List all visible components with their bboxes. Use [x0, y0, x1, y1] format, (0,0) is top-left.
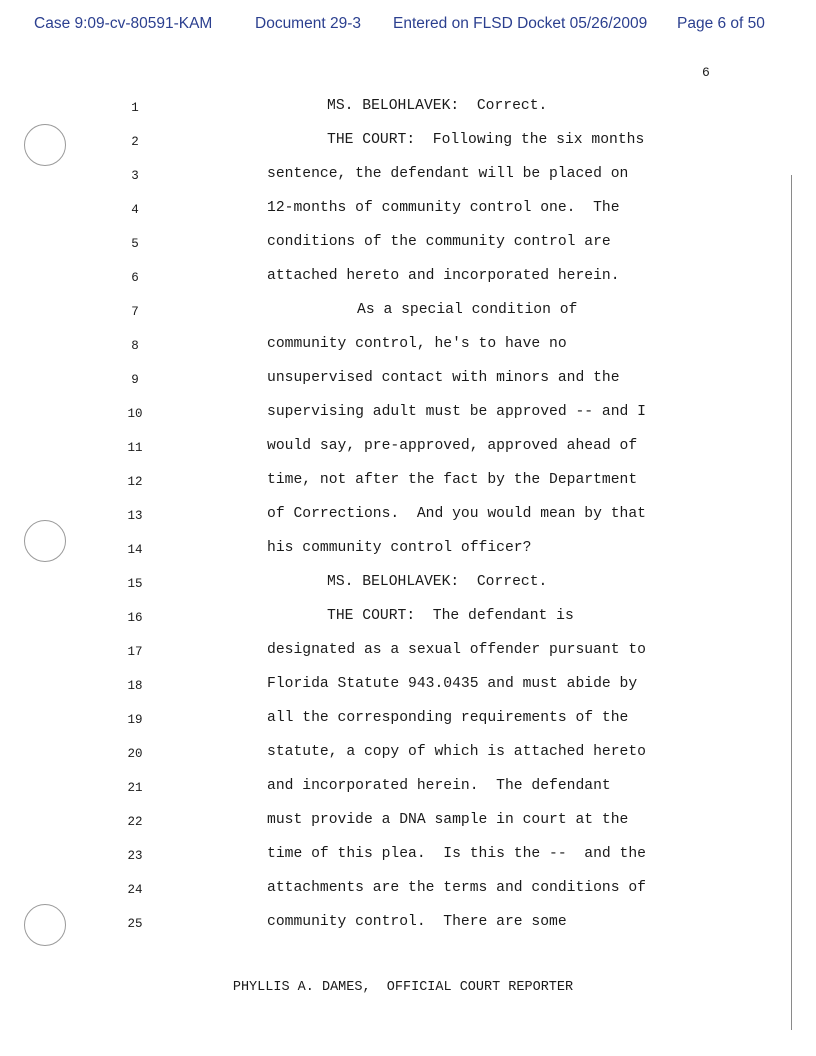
case-number: Case 9:09-cv-80591-KAM	[34, 15, 213, 32]
line-text: community control. There are some	[267, 914, 567, 930]
line-text: statute, a copy of which is attached hereto	[267, 744, 646, 760]
docket-entry: Entered on FLSD Docket 05/26/2009	[393, 15, 648, 32]
line-text: must provide a DNA sample in court at the	[267, 812, 629, 828]
line-number: 24	[127, 883, 143, 897]
line-text: Florida Statute 943.0435 and must abide by	[267, 676, 638, 692]
line-text: MS. BELOHLAVEK: Correct.	[327, 98, 548, 114]
line-text: attached hereto and incorporated herein.	[267, 268, 620, 284]
line-number: 9	[131, 373, 139, 387]
line-text: and incorporated herein. The defendant	[267, 778, 611, 794]
line-number: 14	[127, 543, 143, 557]
line-text: As a special condition of	[357, 302, 578, 318]
line-text: THE COURT: The defendant is	[327, 608, 574, 624]
transcript-line	[0, 538, 816, 562]
transcript-line	[0, 674, 816, 698]
line-number: 17	[127, 645, 143, 659]
transcript-line	[0, 572, 816, 596]
transcript-line	[0, 742, 816, 766]
line-number: 13	[127, 509, 143, 523]
transcript-line	[0, 912, 816, 936]
transcript-line	[0, 436, 816, 460]
line-text: of Corrections. And you would mean by that	[267, 506, 646, 522]
line-number: 11	[127, 441, 143, 455]
line-number: 2	[131, 135, 139, 149]
line-number: 18	[127, 679, 143, 693]
docket-header	[0, 15, 816, 37]
transcript-line	[0, 470, 816, 494]
line-number: 8	[131, 339, 139, 353]
line-number: 6	[131, 271, 139, 285]
line-text: all the corresponding requirements of the	[267, 710, 629, 726]
transcript-line	[0, 402, 816, 426]
line-number: 3	[131, 169, 139, 183]
line-text: time, not after the fact by the Department	[267, 472, 638, 488]
line-text: 12-months of community control one. The	[267, 200, 620, 216]
transcript-page-number: 6	[702, 65, 710, 80]
line-text: sentence, the defendant will be placed on	[267, 166, 629, 182]
line-number: 23	[127, 849, 143, 863]
transcript-line	[0, 198, 816, 222]
transcript-line	[0, 606, 816, 630]
line-number: 10	[127, 407, 143, 421]
line-text: would say, pre-approved, approved ahead of	[267, 438, 638, 454]
transcript-line	[0, 640, 816, 664]
line-text: time of this plea. Is this the -- and the	[267, 846, 646, 862]
line-text: supervising adult must be approved -- and I	[267, 404, 646, 420]
transcript-line	[0, 300, 816, 324]
line-text: attachments are the terms and conditions of	[267, 880, 646, 896]
line-text: unsupervised contact with minors and the	[267, 370, 620, 386]
line-number: 7	[131, 305, 139, 319]
line-number: 15	[127, 577, 143, 591]
line-number: 5	[131, 237, 139, 251]
transcript-line	[0, 844, 816, 868]
line-text: designated as a sexual offender pursuant to	[267, 642, 646, 658]
page-indicator: Page 6 of 50	[677, 15, 765, 32]
line-number: 12	[127, 475, 143, 489]
line-number: 4	[131, 203, 139, 217]
line-number: 1	[131, 101, 139, 115]
transcript-line	[0, 266, 816, 290]
transcript-line	[0, 776, 816, 800]
footer-text: PHYLLIS A. DAMES, OFFICIAL COURT REPORTER	[232, 980, 574, 995]
line-number: 21	[127, 781, 143, 795]
transcript-line	[0, 368, 816, 392]
document-number: Document 29-3	[255, 15, 361, 32]
transcript-line	[0, 130, 816, 154]
line-number: 20	[127, 747, 143, 761]
line-text: THE COURT: Following the six months	[327, 132, 645, 148]
line-text: MS. BELOHLAVEK: Correct.	[327, 574, 548, 590]
line-number: 22	[127, 815, 143, 829]
line-text: his community control officer?	[267, 540, 532, 556]
transcript-line	[0, 96, 816, 120]
court-reporter-footer	[0, 980, 816, 995]
line-text: community control, he's to have no	[267, 336, 567, 352]
line-text: conditions of the community control are	[267, 234, 611, 250]
line-number: 16	[127, 611, 143, 625]
transcript-line	[0, 878, 816, 902]
line-number: 19	[127, 713, 143, 727]
transcript-line	[0, 810, 816, 834]
line-number: 25	[127, 917, 143, 931]
transcript-line	[0, 164, 816, 188]
transcript-line	[0, 708, 816, 732]
transcript-line	[0, 334, 816, 358]
transcript-line	[0, 232, 816, 256]
transcript-line	[0, 504, 816, 528]
